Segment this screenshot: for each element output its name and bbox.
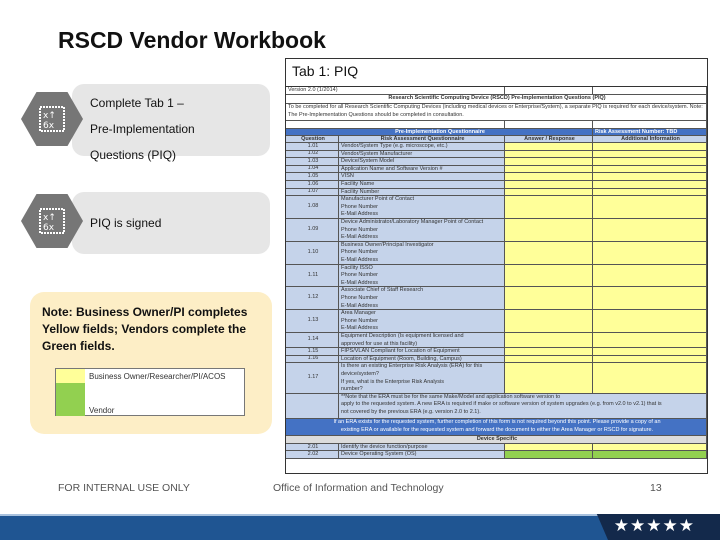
answer-cell[interactable] [505, 143, 593, 151]
question-number: 1.08 [286, 196, 339, 219]
cell [593, 87, 707, 95]
answer-cell[interactable] [505, 348, 593, 356]
answer-cell[interactable] [505, 166, 593, 174]
note-box [30, 292, 272, 434]
version-row [286, 87, 707, 95]
question-row [286, 333, 707, 348]
question-number: 1.10 [286, 242, 339, 265]
answer-cell[interactable] [505, 173, 593, 181]
question-row [286, 196, 707, 219]
era-note: **Note that the ERA must be for the same Make/Model and application software version to apply to the requested system. A new ERA is required if make or software version of system upgrades (e.g. from v2.0 to v2.1) that is not covered by the previous ERA (e.g. version 2.0 to 2.1). [339, 394, 707, 419]
question-row [286, 310, 707, 333]
additional-info-cell[interactable] [593, 196, 707, 219]
question-row [286, 356, 707, 364]
additional-info-cell[interactable] [593, 219, 707, 242]
additional-info-cell[interactable] [593, 265, 707, 288]
column-header-row [286, 136, 707, 143]
intro-cell: To be completed for all Research Scientific Computing Devices (including medical devices or Enterprise/System), a separate PIQ is required for each device/system. Note: The Pre-Implementation Questions should be completed in consultation. [286, 104, 707, 121]
additional-info-cell[interactable] [593, 158, 707, 166]
question-text: Area Manager Phone Number E-Mail Address [339, 310, 505, 333]
question-row [286, 158, 707, 166]
additional-info-cell[interactable] [593, 363, 707, 393]
svg-text:x↑: x↑ [43, 111, 56, 121]
cell [286, 121, 505, 129]
step-piq-signed [72, 192, 270, 254]
question-text: Is there an existing Enterprise Risk Analysis (ERA) for this device/system? If yes, what is the Enterprise Risk Analysis number? [339, 363, 505, 393]
question-number: 2.01 [286, 444, 339, 452]
era-banner: If an ERA exists for the requested system, further completion of this form is not required beyond this point. Please provide a copy of an existing ERA or available for the requested system and forward the document to either the Area Manager or RSCD for signature. [286, 419, 707, 436]
band-row [286, 129, 707, 136]
question-row [286, 189, 707, 197]
question-row [286, 444, 707, 452]
additional-info-cell[interactable] [593, 173, 707, 181]
question-text: Vendor/System Manufacturer [339, 151, 505, 159]
cell [593, 121, 707, 129]
additional-info-cell[interactable] [593, 242, 707, 265]
step-line: Pre-Implementation [90, 122, 195, 136]
column-header: Additional Information [593, 136, 707, 143]
version-cell: Version 2.0 (1/2014) [286, 87, 505, 95]
additional-info-cell[interactable] [593, 451, 707, 459]
footer-office: Office of Information and Technology [273, 482, 444, 494]
additional-info-cell[interactable] [593, 151, 707, 159]
answer-cell[interactable] [505, 356, 593, 364]
question-text: Location of Equipment (Room, Building, Campus) [339, 356, 505, 364]
band-right: Risk Assessment Number: TBD [593, 129, 707, 136]
answer-cell[interactable] [505, 444, 593, 452]
question-text: Vendor/System Type (e.g. microscope, etc.) [339, 143, 505, 151]
step-complete-tab1 [72, 84, 270, 162]
question-text: Device/System Model [339, 158, 505, 166]
additional-info-cell[interactable] [593, 348, 707, 356]
svg-text:6x: 6x [43, 223, 55, 233]
answer-cell[interactable] [505, 181, 593, 189]
cell [505, 87, 593, 95]
piq-spreadsheet [285, 86, 708, 474]
additional-info-cell[interactable] [593, 189, 707, 197]
question-number: 1.11 [286, 265, 339, 288]
question-number: 1.12 [286, 287, 339, 310]
question-row [286, 173, 707, 181]
question-row [286, 143, 707, 151]
intro-row [286, 104, 707, 121]
answer-cell[interactable] [505, 189, 593, 197]
additional-info-cell[interactable] [593, 333, 707, 348]
legend-swatch-green [56, 383, 85, 416]
page-title: RSCD Vendor Workbook [58, 27, 326, 53]
question-row [286, 265, 707, 288]
question-number: 1.03 [286, 158, 339, 166]
question-text: VISN [339, 173, 505, 181]
question-text: Associate Chief of Staff Research Phone Number E-Mail Address [339, 287, 505, 310]
question-number: 1.04 [286, 166, 339, 174]
note-text: Note: Business Owner/PI completes Yellow fields; Vendors complete the Green fields. [42, 305, 248, 353]
additional-info-cell[interactable] [593, 287, 707, 310]
answer-cell[interactable] [505, 333, 593, 348]
question-row [286, 181, 707, 189]
column-header: Question [286, 136, 339, 143]
answer-cell[interactable] [505, 287, 593, 310]
question-text: Equipment Description (Is equipment licensed and approved for use at this facility) [339, 333, 505, 348]
question-row [286, 166, 707, 174]
question-number: 1.09 [286, 219, 339, 242]
question-text: Device Administrator/Laboratory Manager Point of Contact Phone Number E-Mail Address [339, 219, 505, 242]
question-number: 1.17 [286, 363, 339, 393]
question-row [286, 219, 707, 242]
legend-label: Business Owner/Researcher/PI/ACOS [89, 372, 226, 381]
question-text: Business Owner/Principal Investigator Phone Number E-Mail Address [339, 242, 505, 265]
additional-info-cell[interactable] [593, 181, 707, 189]
answer-cell[interactable] [505, 158, 593, 166]
answer-cell[interactable] [505, 242, 593, 265]
cell [286, 394, 339, 419]
answer-cell[interactable] [505, 310, 593, 333]
question-row [286, 348, 707, 356]
column-header: Risk Assessment Questionnaire [339, 136, 505, 143]
question-text: Facility ISSO Phone Number E-Mail Address [339, 265, 505, 288]
svg-text:6x: 6x [43, 121, 55, 131]
step-line: Questions (PIQ) [90, 148, 177, 162]
color-legend [55, 368, 245, 416]
question-number: 1.02 [286, 151, 339, 159]
question-text: Facility Number [339, 189, 505, 197]
question-text: Application Name and Software Version # [339, 166, 505, 174]
answer-cell[interactable] [505, 265, 593, 288]
question-number: 1.06 [286, 181, 339, 189]
question-number: 1.05 [286, 173, 339, 181]
question-number: 1.07 [286, 189, 339, 197]
question-number: 1.16 [286, 356, 339, 364]
heading-row [286, 95, 707, 104]
era-note-row [286, 394, 707, 419]
svg-text:x↑: x↑ [43, 213, 56, 223]
answer-cell[interactable] [505, 196, 593, 219]
tab-title: Tab 1: PIQ [285, 58, 708, 87]
answer-cell[interactable] [505, 151, 593, 159]
column-header: Answer / Response [505, 136, 593, 143]
section-header: Device Specific [286, 436, 707, 444]
question-row [286, 363, 707, 393]
blank-row [286, 121, 707, 129]
step-line: Complete Tab 1 – [90, 96, 184, 110]
question-text: FIPS/VLAN Compliant for Location of Equipment [339, 348, 505, 356]
question-number: 1.13 [286, 310, 339, 333]
stars-logo: ★★★★★ [613, 516, 695, 535]
step-line: PIQ is signed [90, 216, 162, 230]
sheet-heading: Research Scientific Computing Device (RSCD) Pre-Implementation Questions (PIQ) [286, 95, 707, 104]
footer-classification: FOR INTERNAL USE ONLY [58, 482, 190, 494]
additional-info-cell[interactable] [593, 166, 707, 174]
additional-info-cell[interactable] [593, 310, 707, 333]
cell [505, 121, 593, 129]
question-number: 1.15 [286, 348, 339, 356]
section-row [286, 436, 707, 444]
answer-cell[interactable] [505, 363, 593, 393]
additional-info-cell[interactable] [593, 356, 707, 364]
question-text: Identify the device function/purpose [339, 444, 505, 452]
question-row [286, 242, 707, 265]
question-text: Device Operating System (OS) [339, 451, 505, 459]
question-row [286, 151, 707, 159]
question-number: 2.02 [286, 451, 339, 459]
question-text: Manufacturer Point of Contact Phone Number E-Mail Address [339, 196, 505, 219]
answer-cell[interactable] [505, 451, 593, 459]
additional-info-cell[interactable] [593, 444, 707, 452]
legend-label: Vendor [89, 406, 115, 415]
question-number: 1.01 [286, 143, 339, 151]
question-row [286, 451, 707, 459]
page-number: 13 [650, 482, 662, 494]
additional-info-cell[interactable] [593, 143, 707, 151]
question-text: Facility Name [339, 181, 505, 189]
answer-cell[interactable] [505, 219, 593, 242]
banner-row [286, 419, 707, 436]
question-number: 1.14 [286, 333, 339, 348]
band-left: Pre-Implementation Questionnaire [286, 129, 593, 136]
question-row [286, 287, 707, 310]
legend-swatch-yellow [56, 369, 85, 383]
